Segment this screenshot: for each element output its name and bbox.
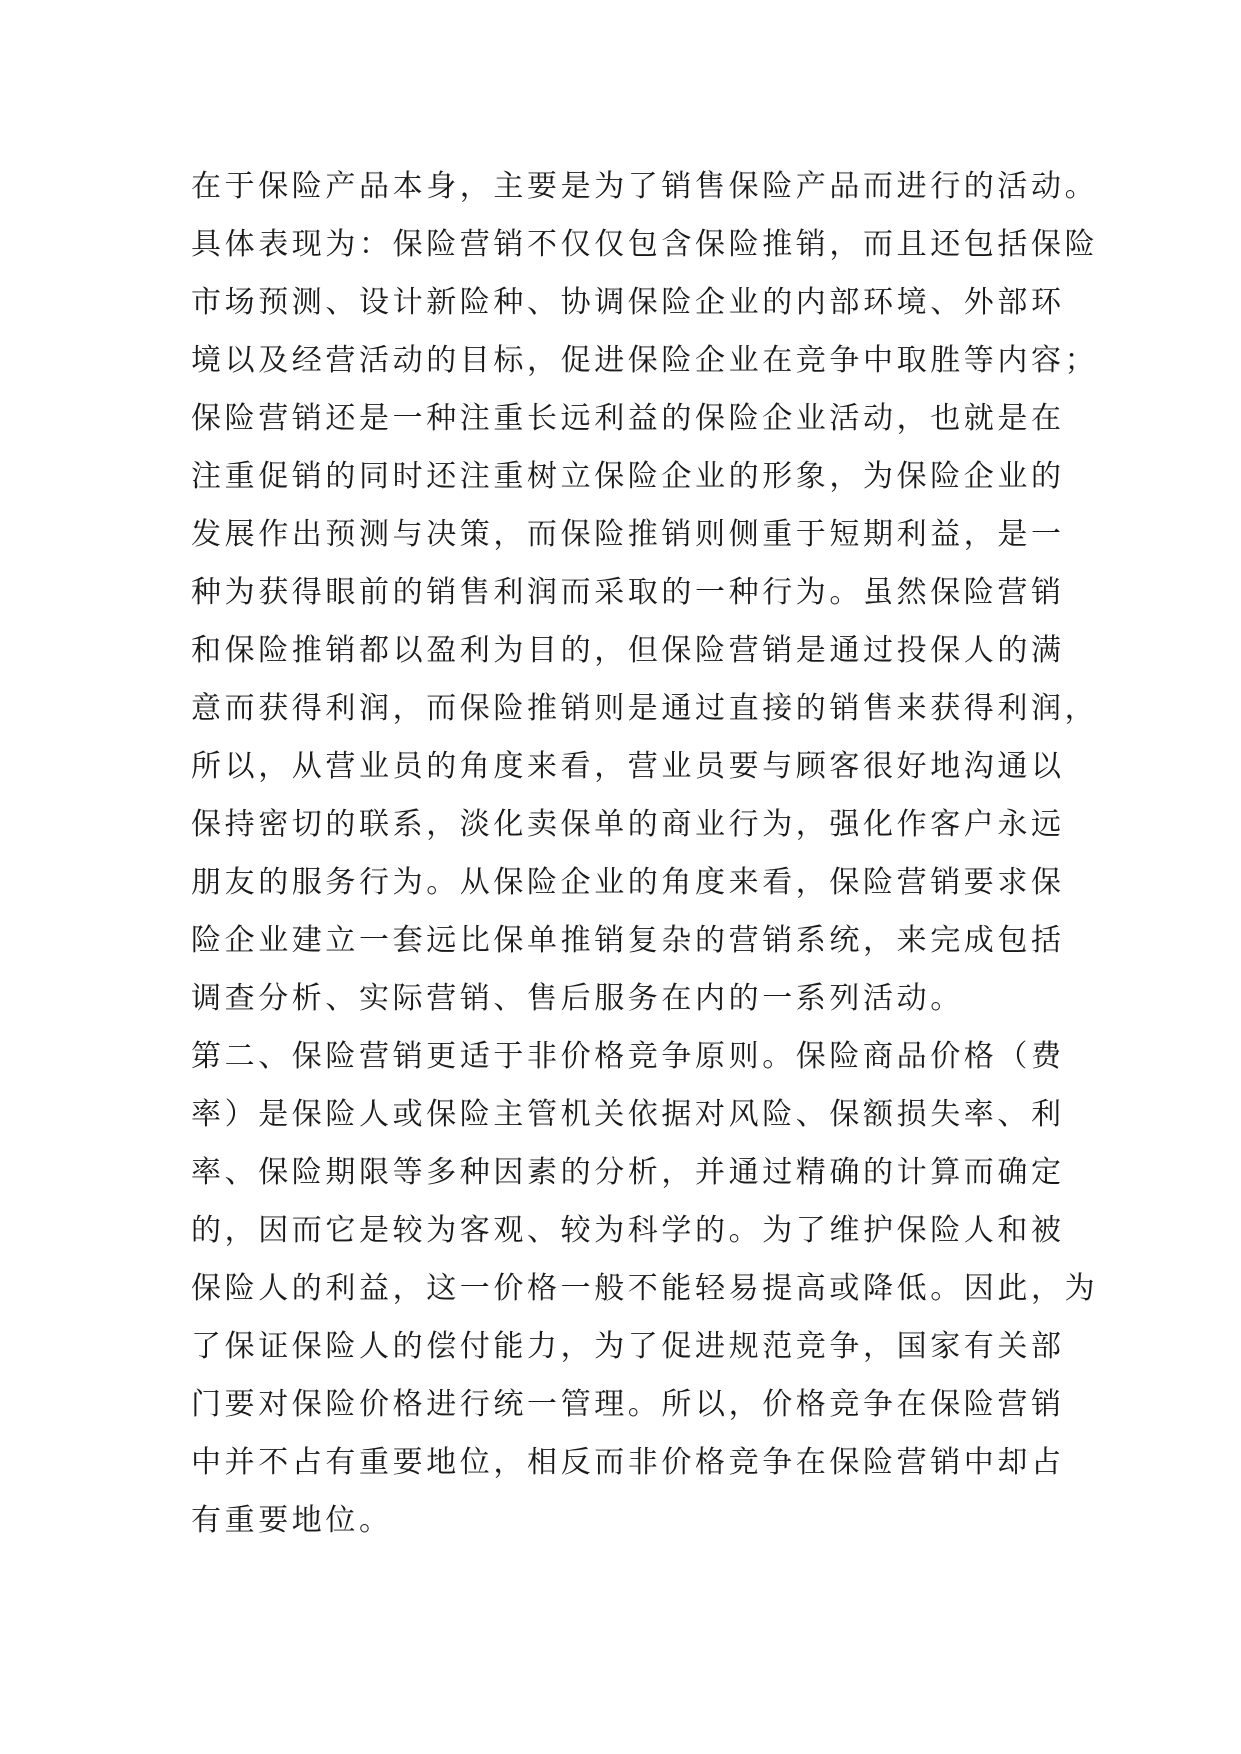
- text-line: 率）是保险人或保险主管机关依据对风险、保额损失率、利: [191, 1097, 1065, 1132]
- text-line: 境以及经营活动的目标，促进保险企业在竞争中取胜等内容；: [191, 343, 1099, 378]
- text-line: 和保险推销都以盈利为目的，但保险营销是通过投保人的满: [191, 633, 1065, 668]
- text-line: 所以，从营业员的角度来看，营业员要与顾客很好地沟通以: [191, 749, 1065, 784]
- text-line: 中并不占有重要地位，相反而非价格竞争在保险营销中却占: [191, 1445, 1065, 1480]
- text-line: 市场预测、设计新险种、协调保险企业的内部环境、外部环: [191, 285, 1065, 320]
- text-line: 保险人的利益，这一价格一般不能轻易提高或降低。因此，为: [191, 1271, 1099, 1306]
- text-line: 种为获得眼前的销售利润而采取的一种行为。虽然保险营销: [191, 575, 1065, 610]
- text-line: 保险营销还是一种注重长远利益的保险企业活动，也就是在: [191, 401, 1065, 436]
- text-line: 在于保险产品本身，主要是为了销售保险产品而进行的活动。: [191, 169, 1099, 204]
- text-line: 第二、保险营销更适于非价格竞争原则。保险商品价格（费: [191, 1039, 1065, 1074]
- text-line: 率、保险期限等多种因素的分析，并通过精确的计算而确定: [191, 1155, 1065, 1190]
- text-line: 险企业建立一套远比保单推销复杂的营销系统，来完成包括: [191, 923, 1065, 958]
- text-line: 调查分析、实际营销、售后服务在内的一系列活动。: [191, 981, 964, 1016]
- text-line: 的，因而它是较为客观、较为科学的。为了维护保险人和被: [191, 1213, 1065, 1248]
- text-line: 了保证保险人的偿付能力，为了促进规范竞争，国家有关部: [191, 1329, 1065, 1364]
- text-line: 具体表现为：保险营销不仅仅包含保险推销，而且还包括保险: [191, 227, 1099, 262]
- text-line: 注重促销的同时还注重树立保险企业的形象，为保险企业的: [191, 459, 1065, 494]
- text-line: 意而获得利润，而保险推销则是通过直接的销售来获得利润，: [191, 691, 1099, 726]
- text-line: 发展作出预测与决策，而保险推销则侧重于短期利益，是一: [191, 517, 1065, 552]
- text-line: 保持密切的联系，淡化卖保单的商业行为，强化作客户永远: [191, 807, 1065, 842]
- text-line: 门要对保险价格进行统一管理。所以，价格竞争在保险营销: [191, 1387, 1065, 1422]
- body-text: [191, 158, 1099, 1550]
- text-line: 朋友的服务行为。从保险企业的角度来看，保险营销要求保: [191, 865, 1065, 900]
- text-line: 有重要地位。: [191, 1503, 393, 1538]
